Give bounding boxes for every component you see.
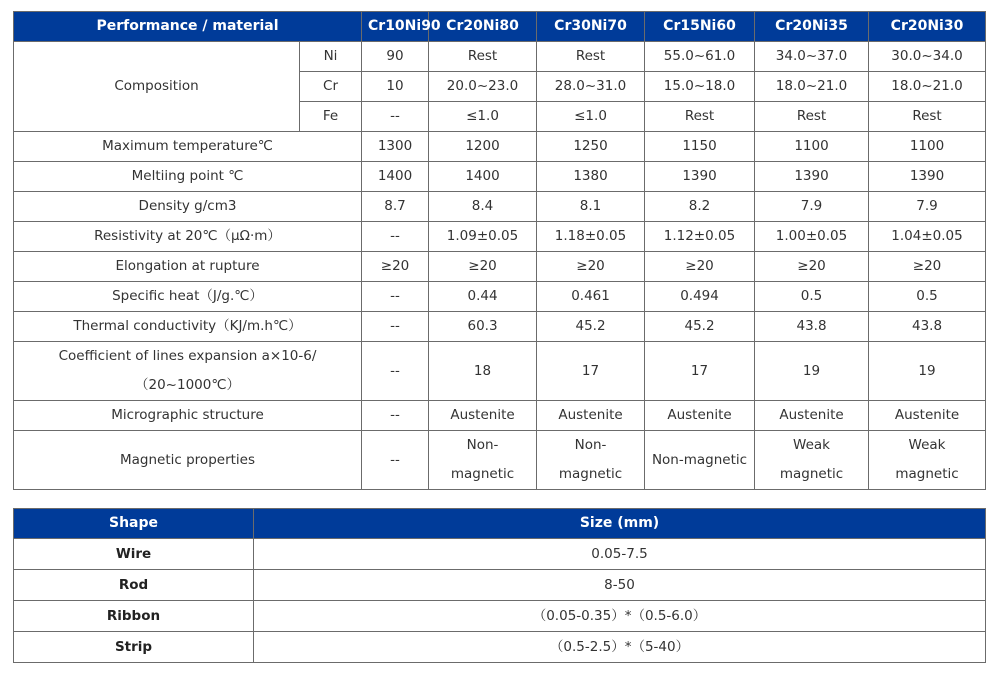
value-cell: 10 — [362, 72, 429, 102]
value-cell: -- — [362, 312, 429, 342]
shape-cell: Rod — [14, 570, 254, 601]
value-cell: Austenite — [537, 401, 645, 431]
value-cell: ≤1.0 — [429, 102, 537, 132]
value-cell: 8.1 — [537, 192, 645, 222]
value-cell: 15.0~18.0 — [645, 72, 755, 102]
composition-label: Composition — [14, 42, 300, 132]
header-cell: Size (mm) — [254, 509, 986, 539]
value-cell: Rest — [869, 102, 986, 132]
table-row — [14, 282, 986, 312]
value-cell: Austenite — [755, 401, 869, 431]
value-cell: 34.0~37.0 — [755, 42, 869, 72]
value-cell: 1.12±0.05 — [645, 222, 755, 252]
value-cell: 18.0~21.0 — [755, 72, 869, 102]
header-cell: Cr10Ni90 — [362, 12, 429, 42]
value-cell: 30.0~34.0 — [869, 42, 986, 72]
size-cell: 0.05-7.5 — [254, 539, 986, 570]
table-row — [14, 539, 986, 570]
value-cell: Non-magnetic — [645, 431, 755, 490]
value-cell: Austenite — [645, 401, 755, 431]
value-cell: Weak magnetic — [869, 431, 986, 490]
header-cell: Cr15Ni60 — [645, 12, 755, 42]
value-cell: 1380 — [537, 162, 645, 192]
value-cell: 1.00±0.05 — [755, 222, 869, 252]
value-cell: 0.44 — [429, 282, 537, 312]
size-table — [13, 508, 986, 663]
value-cell: 60.3 — [429, 312, 537, 342]
value-cell: 18 — [429, 342, 537, 401]
value-cell: 0.461 — [537, 282, 645, 312]
table-row — [14, 252, 986, 282]
property-label: Thermal conductivity（KJ/m.h℃） — [14, 312, 362, 342]
table-row — [14, 401, 986, 431]
property-rows — [14, 132, 986, 490]
value-cell: 19 — [755, 342, 869, 401]
value-cell: 19 — [869, 342, 986, 401]
value-cell: 8.4 — [429, 192, 537, 222]
property-label: Maximum temperature℃ — [14, 132, 362, 162]
shape-cell: Ribbon — [14, 601, 254, 632]
value-cell: Rest — [429, 42, 537, 72]
value-cell: ≥20 — [429, 252, 537, 282]
value-cell: 1390 — [869, 162, 986, 192]
property-label: Micrographic structure — [14, 401, 362, 431]
value-cell: ≤1.0 — [537, 102, 645, 132]
table-row — [14, 222, 986, 252]
performance-header-row — [14, 12, 986, 42]
value-cell: 8.7 — [362, 192, 429, 222]
value-cell: 1390 — [755, 162, 869, 192]
shape-cell: Wire — [14, 539, 254, 570]
value-cell: 28.0~31.0 — [537, 72, 645, 102]
table-row — [14, 132, 986, 162]
header-cell: Cr30Ni70 — [537, 12, 645, 42]
value-cell: 7.9 — [755, 192, 869, 222]
property-label: Meltiing point ℃ — [14, 162, 362, 192]
property-label: Resistivity at 20℃（μΩ·m） — [14, 222, 362, 252]
value-cell: -- — [362, 222, 429, 252]
shape-cell: Strip — [14, 632, 254, 663]
element-label: Fe — [300, 102, 362, 132]
value-cell: ≥20 — [645, 252, 755, 282]
size-cell: （0.5-2.5）*（5-40） — [254, 632, 986, 663]
header-cell: Cr20Ni80 — [429, 12, 537, 42]
table-row — [14, 192, 986, 222]
element-label: Cr — [300, 72, 362, 102]
value-cell: 8.2 — [645, 192, 755, 222]
table-row — [14, 570, 986, 601]
value-cell: Non-magnetic — [429, 431, 537, 490]
value-cell: 1.04±0.05 — [869, 222, 986, 252]
table-row — [14, 42, 986, 72]
value-cell: 7.9 — [869, 192, 986, 222]
property-label: Specific heat（J/g.℃） — [14, 282, 362, 312]
table-row — [14, 431, 986, 490]
property-label: Magnetic properties — [14, 431, 362, 490]
value-cell: 1100 — [869, 132, 986, 162]
value-cell: -- — [362, 102, 429, 132]
value-cell: Rest — [537, 42, 645, 72]
header-cell: Performance / material — [14, 12, 362, 42]
value-cell: 1200 — [429, 132, 537, 162]
value-cell: 1150 — [645, 132, 755, 162]
value-cell: ≥20 — [755, 252, 869, 282]
table-row — [14, 162, 986, 192]
value-cell: 1390 — [645, 162, 755, 192]
value-cell: 1300 — [362, 132, 429, 162]
value-cell: 0.5 — [869, 282, 986, 312]
value-cell: ≥20 — [362, 252, 429, 282]
value-cell: -- — [362, 401, 429, 431]
header-cell: Cr20Ni35 — [755, 12, 869, 42]
element-label: Ni — [300, 42, 362, 72]
property-label: Coefficient of lines expansion a×10-6/（20~1000℃） — [14, 342, 362, 401]
value-cell: 90 — [362, 42, 429, 72]
table-row — [14, 601, 986, 632]
value-cell: 55.0~61.0 — [645, 42, 755, 72]
value-cell: Rest — [645, 102, 755, 132]
value-cell: Austenite — [429, 401, 537, 431]
value-cell: 1.18±0.05 — [537, 222, 645, 252]
value-cell: 45.2 — [537, 312, 645, 342]
table-row — [14, 312, 986, 342]
property-label: Density g/cm3 — [14, 192, 362, 222]
header-cell: Cr20Ni30 — [869, 12, 986, 42]
size-header-row — [14, 509, 986, 539]
value-cell: 0.494 — [645, 282, 755, 312]
value-cell: 1250 — [537, 132, 645, 162]
value-cell: 45.2 — [645, 312, 755, 342]
performance-table — [13, 11, 986, 490]
size-cell: 8-50 — [254, 570, 986, 601]
value-cell: 43.8 — [869, 312, 986, 342]
value-cell: 1100 — [755, 132, 869, 162]
value-cell: -- — [362, 342, 429, 401]
value-cell: Non-magnetic — [537, 431, 645, 490]
size-cell: （0.05-0.35）*（0.5-6.0） — [254, 601, 986, 632]
value-cell: 1.09±0.05 — [429, 222, 537, 252]
value-cell: 1400 — [429, 162, 537, 192]
value-cell: -- — [362, 431, 429, 490]
value-cell: 18.0~21.0 — [869, 72, 986, 102]
value-cell: 1400 — [362, 162, 429, 192]
value-cell: 17 — [537, 342, 645, 401]
property-label: Elongation at rupture — [14, 252, 362, 282]
value-cell: Austenite — [869, 401, 986, 431]
header-cell: Shape — [14, 509, 254, 539]
value-cell: Rest — [755, 102, 869, 132]
value-cell: Weak magnetic — [755, 431, 869, 490]
value-cell: ≥20 — [869, 252, 986, 282]
value-cell: ≥20 — [537, 252, 645, 282]
table-row — [14, 632, 986, 663]
value-cell: 20.0~23.0 — [429, 72, 537, 102]
value-cell: 43.8 — [755, 312, 869, 342]
value-cell: 0.5 — [755, 282, 869, 312]
value-cell: -- — [362, 282, 429, 312]
table-row — [14, 342, 986, 401]
value-cell: 17 — [645, 342, 755, 401]
